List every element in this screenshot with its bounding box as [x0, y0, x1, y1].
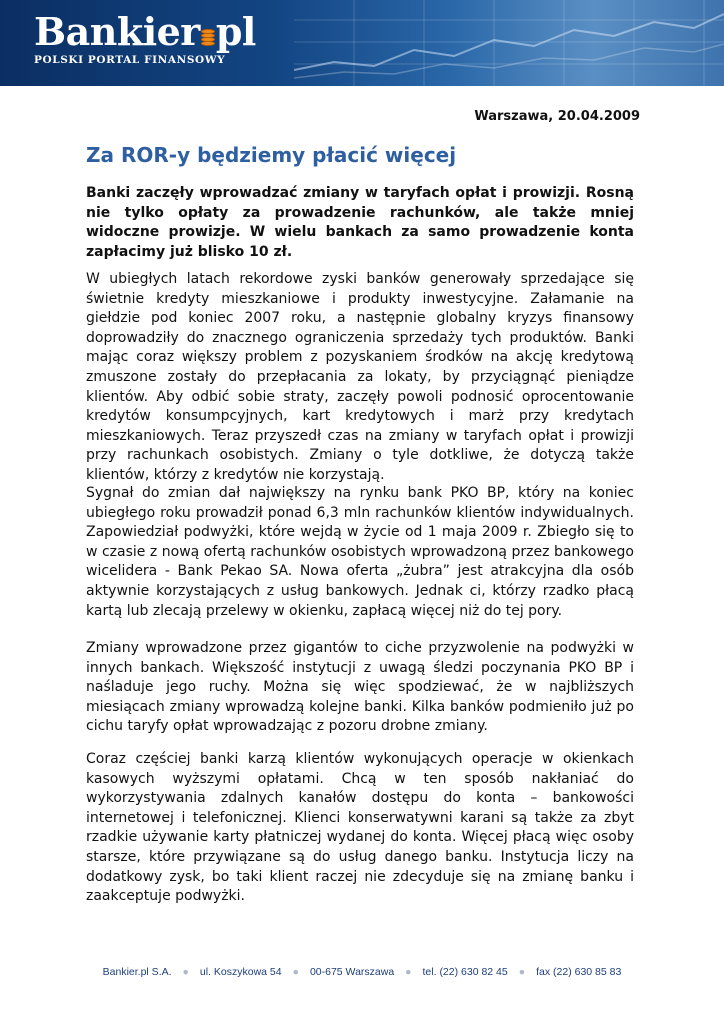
footer	[0, 966, 724, 978]
footer-company: Bankier.pl S.A.	[102, 966, 172, 978]
footer-phone: tel. (22) 630 82 45	[422, 966, 508, 978]
article-paragraph-2: Sygnał do zmian dał największy na rynku bank PKO BP, który na koniec ubiegłego roku prowadził ponad 6,3 mln rachunków klientów indywidualnych. Zapowiedział podwyżki, które wejdą w życie od 1 maja 2009 r. Zbiegło się to w czasie z nową ofertą rachunków osobistych wprowadzoną przez bankowego wicelidera - Bank Pekao SA. Nowa oferta „żubra” jest atrakcyjna dla osób aktywnie korzystających z usług bankowych. Jednak ci, którzy rzadko płacą kartą lub zlecają przelewy w okienku, zapłacą więcej niż do tej pory.	[86, 485, 634, 619]
logo-wordmark	[34, 9, 256, 54]
footer-separator-icon: ●	[518, 966, 526, 978]
logo[interactable]	[34, 9, 256, 66]
article-paragraph-1: W ubiegłych latach rekordowe zyski banków generowały sprzedające się świetnie kredyty mieszkaniowe i produkty inwestycyjne. Załamanie na giełdzie pod koniec 2007 roku, a następnie globalny kryzys finansowy doprowadziły do znacznego ograniczenia sprzedaży tych produktów. Banki mając coraz większy problem z pozyskaniem środków na akcję kredytową zmuszone zostały do przepłacania za lokaty, by przyciągnąć pieniądze klientów. Aby odbić sobie straty, zaczęły powoli podnosić oprocentowanie kredytów konsumpcyjnych, kart kredytowych i marż przy kredytach mieszkaniowych. Teraz przyszedł czas na zmiany w taryfach opłat i prowizji przy rachunkach osobistych. Zmiany o tyle dotkliwe, że dotyczą także klientów, którzy z kredytów nie korzystają.	[86, 271, 634, 483]
article-title: Za ROR-y będziemy płacić więcej	[86, 143, 457, 167]
footer-separator-icon: ●	[182, 966, 189, 978]
article-lead: Banki zaczęły wprowadzać zmiany w taryfach opłat i prowizji. Rosną nie tylko opłaty za prowadzenie rachunków, ale także mniej widoczne prowizje. W wielu bankach za samo prowadzenie konta zapłacimy już blisko 10 zł.	[86, 185, 634, 260]
article-paragraph-4: Coraz częściej banki karzą klientów wykonujących operacje w okienkach kasowych wyższymi opłatami. Chcą w ten sposób nakłaniać do wykorzystywania zdalnych kanałów dostępu do konta – bankowości internetowej i telefonicznej. Klienci konserwatywni karani są także za zbyt rzadkie używanie karty płatniczej wydanej do konta. Więcej płacą więc osoby starsze, które przywiązane są do usług danego banku. Instytucja liczy na dodatkowy zysk, bo taki klient raczej nie zdecyduje się na zmianę banku i zaakceptuje podwyżki.	[86, 751, 634, 905]
logo-text-main: Bankier	[34, 9, 200, 54]
footer-separator-icon: ●	[292, 966, 299, 978]
logo-tagline: POLSKI PORTAL FINANSOWY	[34, 54, 226, 66]
logo-text-domain: pl	[215, 9, 256, 54]
chart-grid-decoration	[294, 0, 724, 86]
article-paragraph-3: Zmiany wprowadzone przez gigantów to ciche przyzwolenie na podwyżki w innych bankach. Większość instytucji z uwagą śledzi poczynania PKO BP i naśladuje jego ruchy. Można się więc spodziewać, że w najbliższych miesiącach zmiany wprowadzą kolejne banki. Kilka banków podmieniło już po cichu taryfy opłat wprowadzając z pozoru drobne zmiany.	[86, 640, 634, 735]
footer-street: ul. Koszykowa 54	[199, 966, 282, 978]
footer-separator-icon: ●	[405, 966, 412, 978]
footer-fax: fax (22) 630 85 83	[536, 966, 622, 978]
coin-stack-icon	[201, 27, 215, 47]
header-banner	[0, 0, 724, 86]
footer-city: 00-675 Warszawa	[309, 966, 395, 978]
article-date: Warszawa, 20.04.2009	[474, 109, 640, 124]
